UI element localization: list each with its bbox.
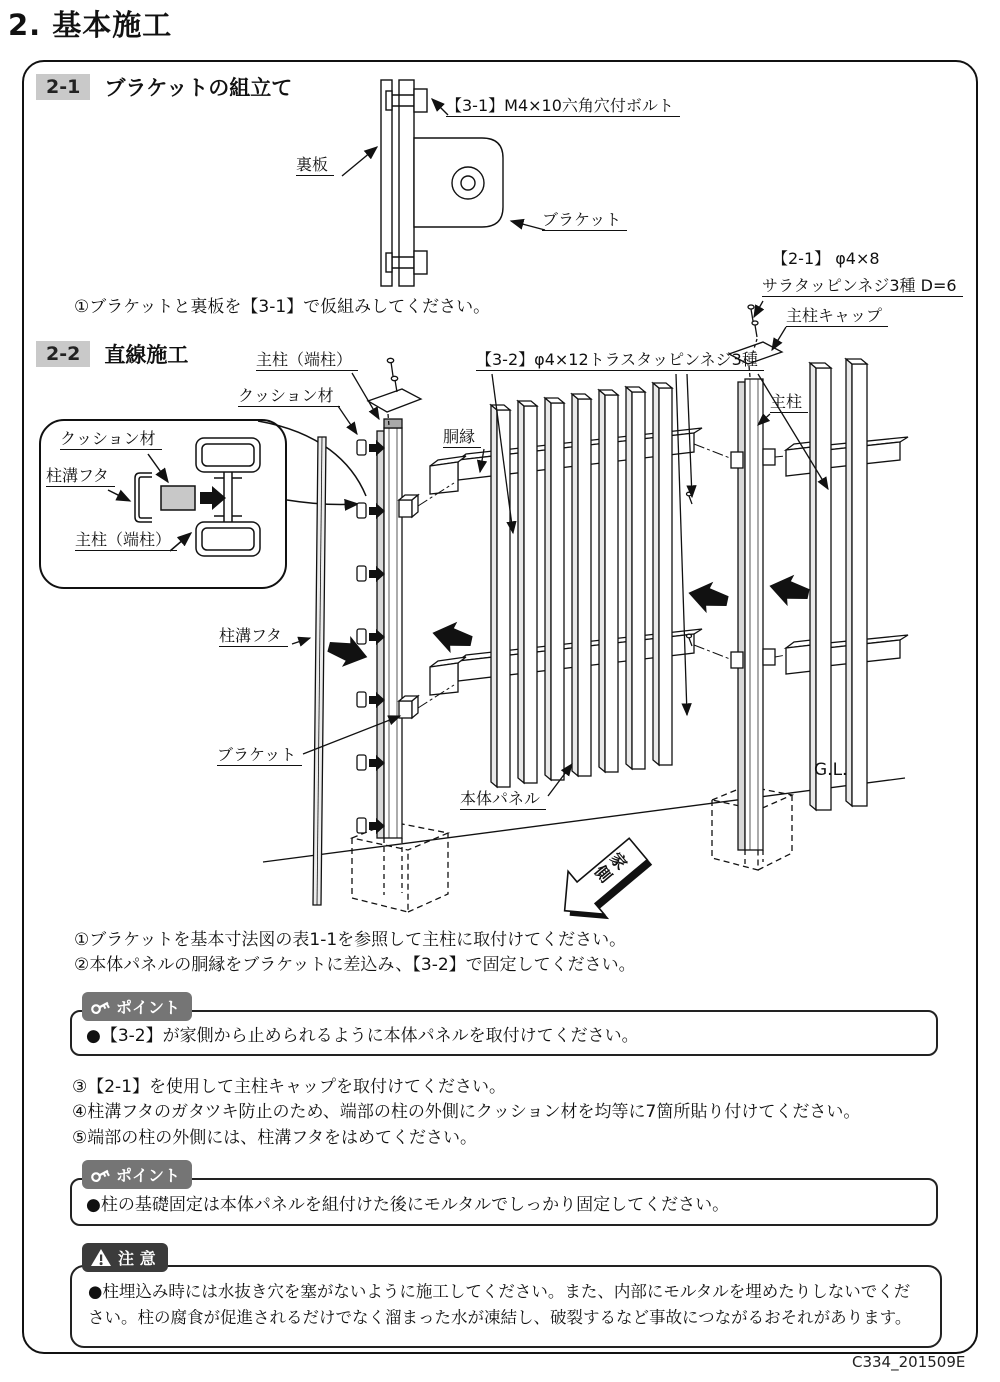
step-2-2-3: ③【2-1】を使用して主柱キャップを取付けてください。 [72, 1077, 507, 1097]
bracket-label: ブラケット [542, 210, 627, 231]
point-1-text: ●【3-2】が家側から止められるように本体パネルを取付けてください。 [86, 1025, 639, 1046]
point-2-badge-label: ポイント [116, 1166, 181, 1185]
key-icon [87, 1163, 112, 1187]
point-2-box [70, 1178, 938, 1226]
end-post-cap [368, 389, 421, 412]
warning-triangle-icon [90, 1248, 112, 1267]
back-plate-label: 裏板 [296, 155, 334, 176]
step-2-2-2: ②本体パネルの胴縁をブラケットに差込み、【3-2】で固定してください。 [74, 955, 636, 975]
ground-line-label: G.L. [814, 760, 848, 780]
groove-cap-label: 柱溝フタ [219, 626, 288, 647]
bracket2-label: ブラケット [217, 745, 302, 766]
groove-cap-strip [313, 437, 326, 905]
point-1-box [70, 1010, 938, 1056]
section-2-1-badge: 2-1 [36, 74, 90, 100]
cushion-label: クッション材 [238, 386, 340, 407]
caution-box [70, 1265, 942, 1348]
point-1-badge-label: ポイント [116, 998, 181, 1017]
inset-cushion-label: クッション材 [60, 429, 162, 450]
house-side-label: 家側 [587, 847, 631, 888]
caution-text: ●柱埋込み時には水抜き穴を塞がないように施工してください。また、内部にモルタルを埋めたりしないでください。柱の腐食が促進されるだけでなく溜まった水が凍結し、破裂するなど事故につながるおそれがあります。 [88, 1282, 912, 1327]
section-2-2-badge: 2-2 [36, 341, 90, 367]
point-1-badge [82, 992, 192, 1021]
section-2-1-title: ブラケットの組立て [104, 76, 293, 100]
panel-slats [491, 383, 672, 787]
page-title: 2. 基本施工 [8, 8, 173, 42]
screw-2-1-label-line2: サラタッピンネジ3種 D=6 [762, 276, 963, 297]
screw-2-1-label-line1: 【2-1】 φ4×8 [772, 249, 880, 268]
section-2-2-title: 直線施工 [104, 343, 189, 367]
step-2-2-5: ⑤端部の柱の外側には、柱溝フタをはめてください。 [72, 1128, 478, 1148]
inset-groove-cap-label: 柱溝フタ [46, 466, 115, 487]
main-post-label: 主柱 [770, 392, 808, 413]
panel-label: 本体パネル [460, 789, 546, 810]
step-2-1-1: ①ブラケットと裏板を【3-1】で仮組みしてください。 [74, 297, 491, 317]
post-cap-label: 主柱キャップ [786, 306, 888, 327]
point-2-text: ●柱の基礎固定は本体パネルを組付けた後にモルタルでしっかり固定してください。 [86, 1194, 730, 1215]
step-2-2-4: ④柱溝フタのガタツキ防止のため、端部の柱の外側にクッション材を均等に7箇所貼り付けてください。 [72, 1102, 861, 1122]
push-arrow-icon [200, 486, 226, 510]
main-perspective-diagram [263, 301, 908, 937]
bolt-callout-label: 【3-1】M4×10六角穴付ボルト [446, 96, 680, 117]
cushion-block [161, 486, 195, 510]
document-number: C334_201509E [852, 1353, 966, 1371]
point-2-badge [82, 1160, 192, 1189]
step-2-2-1: ①ブラケットを基本寸法図の表1-1を参照して主柱に取付けてください。 [74, 930, 627, 950]
screw-3-2-label: 【3-2】φ4×12トラスタッピンネジ3種 [476, 350, 764, 371]
inset-post-label: 主柱（端柱） [75, 530, 177, 551]
far-right-panel [786, 359, 908, 810]
key-icon [87, 995, 112, 1019]
rail-label: 胴縁 [443, 427, 481, 448]
end-post [368, 358, 421, 895]
caution-badge [82, 1243, 168, 1272]
caution-badge-label: 注 意 [118, 1249, 156, 1268]
end-post-label: 主柱（端柱） [256, 350, 358, 371]
